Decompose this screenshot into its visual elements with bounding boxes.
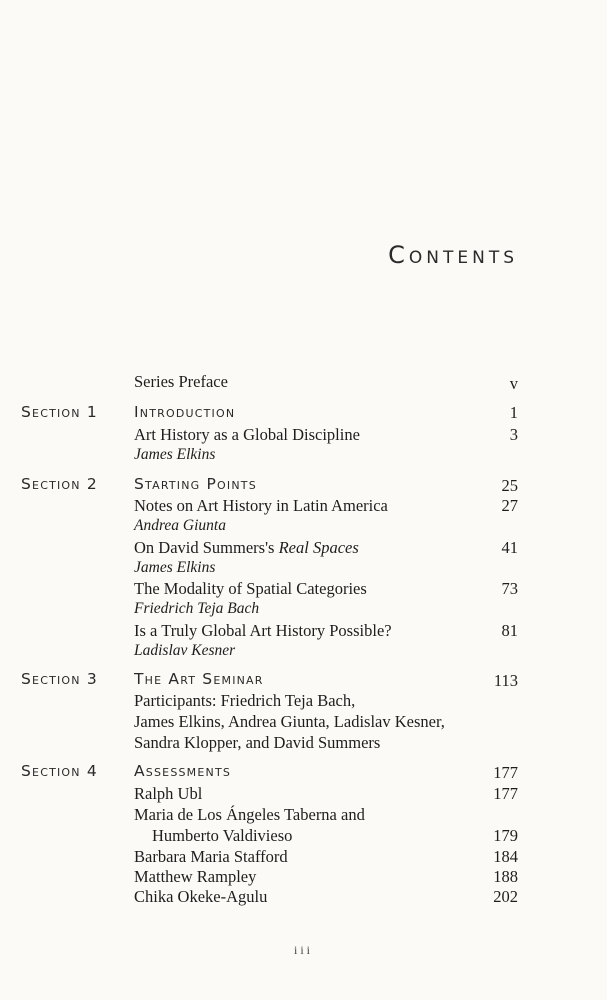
entry-title: The Modality of Spatial Categories	[134, 579, 367, 598]
section-3-heading: The Art Seminar	[134, 670, 264, 688]
entry-page: 184	[493, 847, 518, 866]
entry-title: Humberto Valdivieso	[152, 826, 293, 845]
section-1-page: 1	[509, 403, 518, 422]
entry-author: Ladislav Kesner	[134, 642, 236, 659]
entry-page: 27	[501, 496, 518, 515]
section-2-page: 25	[501, 476, 518, 495]
entry-title: Art History as a Global Discipline	[134, 425, 360, 444]
entry-page: 81	[501, 621, 518, 640]
entry-title: Maria de Los Ángeles Taberna and	[134, 805, 365, 824]
entry-page: 41	[501, 538, 518, 557]
entry-title: Notes on Art History in Latin America	[134, 496, 388, 515]
section-4-heading: Assessments	[134, 762, 232, 780]
entry-page: 188	[493, 867, 518, 886]
entry-page: 73	[501, 579, 518, 598]
entry-title: Chika Okeke-Agulu	[134, 887, 268, 906]
section-1-label: Section 1	[21, 403, 98, 421]
entry-author: Andrea Giunta	[134, 517, 226, 534]
entry-title-italic: Real Spaces	[278, 538, 359, 557]
entry-title: Barbara Maria Stafford	[134, 847, 288, 866]
entry-page: 177	[493, 784, 518, 803]
entry-author: James Elkins	[134, 559, 216, 576]
participants-line: James Elkins, Andrea Giunta, Ladislav Kesner,	[134, 712, 445, 731]
section-3-page: 113	[493, 671, 518, 690]
section-2-heading: Starting Points	[134, 475, 257, 493]
participants-line: Participants: Friedrich Teja Bach,	[134, 691, 356, 710]
entry-page: 179	[493, 826, 518, 845]
section-3-label: Section 3	[21, 670, 98, 688]
page-title: Contents	[388, 241, 518, 269]
section-1-heading: Introduction	[134, 403, 236, 421]
entry-title	[134, 537, 359, 558]
entry-page: 3	[509, 425, 518, 444]
entry-page: 202	[493, 887, 518, 906]
entry-title-prefix: On David Summers's	[134, 538, 279, 557]
entry-author: Friedrich Teja Bach	[134, 600, 260, 617]
entry-title: Is a Truly Global Art History Possible?	[134, 621, 392, 640]
entry-title: Ralph Ubl	[134, 784, 203, 803]
entry-author: James Elkins	[134, 446, 216, 463]
preface-page: v	[509, 374, 518, 393]
preface-title: Series Preface	[134, 372, 228, 391]
entry-title: Matthew Rampley	[134, 867, 257, 886]
section-2-label: Section 2	[21, 475, 98, 493]
participants-line: Sandra Klopper, and David Summers	[134, 733, 381, 752]
section-4-page: 177	[493, 763, 518, 782]
section-4-label: Section 4	[21, 762, 98, 780]
page-folio: iii	[293, 943, 313, 957]
